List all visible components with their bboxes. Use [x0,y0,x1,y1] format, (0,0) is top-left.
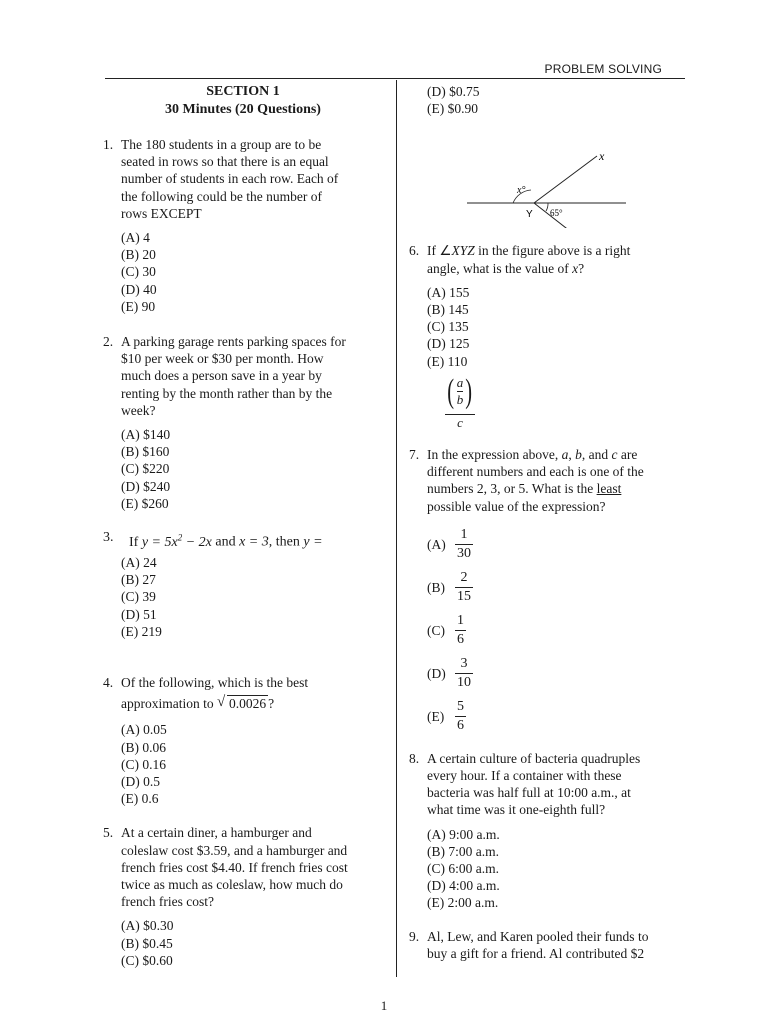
answer-option[interactable]: (A) 0.05 [121,722,167,738]
arc-65 [546,203,548,211]
question-line: angle, what is the value of x? [427,260,585,276]
answer-option[interactable]: (B) 7:00 a.m. [427,843,499,859]
ray-yx [534,156,597,203]
question-number: 1. [103,137,114,152]
question-2 [103,333,383,419]
question-number: 2. [103,334,114,350]
equation-y-blank: y = [303,534,323,550]
right-column [409,83,679,962]
question-line: different numbers and each is one of the [427,464,644,480]
answer-options [427,284,679,370]
answer-option[interactable]: (E) $\frac{5}{6}$ [427,698,464,733]
answer-option[interactable]: (A) $\frac{1}{30}$ [427,526,471,561]
question-number: 7. [409,447,420,463]
answer-option[interactable]: (D) 4:00 a.m. [427,878,500,894]
answer-option[interactable]: (C) $220 [121,461,170,477]
answer-option[interactable]: (C) 39 [121,589,156,605]
fraction-options [409,523,679,738]
answer-options [121,426,383,512]
answer-option[interactable]: (A) 4 [121,230,150,246]
answer-option[interactable]: (D) 0.5 [121,773,160,789]
answer-option[interactable]: (A) 24 [121,554,157,570]
answer-options [121,554,383,640]
question-line: french fries cost? [121,894,214,910]
question-number: 8. [409,750,420,766]
question-line: twice as much as coleslaw, how much do [121,876,343,892]
question-line: numbers 2, 3, or 5. What is the least [427,481,622,497]
label-angle-65: 65° [550,208,563,219]
question-line: bacteria was half full at 10:00 a.m., at [427,785,631,801]
answer-option[interactable]: (C) 0.16 [121,756,166,772]
expr-b: b [456,392,464,408]
question-line: week? [121,402,156,418]
section-title: SECTION 1 [206,84,280,99]
answer-options [427,83,679,117]
question-6 [409,242,679,276]
answer-option[interactable]: (D) 51 [121,606,157,622]
left-column [103,83,383,969]
question-9 [409,928,679,962]
question-line: The 180 students in a group are to be [121,137,322,152]
question-line: Al, Lew, and Karen pooled their funds to [427,928,649,944]
answer-option[interactable]: (E) 110 [427,353,468,369]
question-text: If [129,534,139,550]
question-text: , then [268,534,300,550]
answer-option[interactable]: (E) 219 [121,623,162,639]
label-x: x [599,149,605,164]
answer-option[interactable]: (B) $160 [121,444,170,460]
equation-y: $y = 5x^2 - 2x$ [141,532,212,550]
question-number: 4. [103,674,114,690]
square-root: √ 0.0026 [216,694,267,712]
answer-options [427,826,679,912]
section-subtitle: 30 Minutes (20 Questions) [165,102,321,117]
answer-option[interactable]: (D) $\frac{3}{10}$ [427,655,471,690]
question-3 [103,529,383,551]
question-line: renting by the month rather than by the [121,385,333,401]
answer-option[interactable]: (A) $0.30 [121,918,174,934]
answer-option[interactable]: (E) $260 [121,495,169,511]
answer-option[interactable]: (B) 27 [121,572,156,588]
expression-figure: ( a b ) c [445,372,475,431]
answer-option[interactable]: (E) $0.90 [427,101,478,117]
header-rule [105,78,685,79]
question-line: $10 per week or $30 per month. How [121,351,324,367]
answer-option[interactable]: (B) 0.06 [121,739,166,755]
answer-option[interactable]: (E) 0.6 [121,791,159,807]
answer-option[interactable]: (B) 145 [427,302,469,318]
question-1 [103,136,383,222]
label-angle-x: x° [517,185,526,197]
answer-option[interactable]: (D) $0.75 [427,84,480,99]
question-line: If ∠XYZ in the figure above is a right [427,243,631,259]
question-line: buy a gift for a friend. Al contributed $2 [427,945,645,961]
page-number: 1 [380,998,388,1013]
answer-options [121,229,383,315]
question-line: A parking garage rents parking spaces for [121,334,346,350]
question-line: every hour. If a container with these [427,768,622,784]
question-line: rows EXCEPT [121,205,202,221]
question-4 [103,674,383,712]
question-line: the following could be the number of [121,188,322,204]
answer-option[interactable]: (B) $\frac{2}{15}$ [427,569,471,604]
answer-option[interactable]: (A) 9:00 a.m. [427,826,500,842]
equation-x: x = 3 [239,534,269,550]
question-line: possible value of the expression? [427,498,606,514]
answer-options [121,917,383,969]
answer-option[interactable]: (C) $\frac{1}{6}$ [427,612,464,647]
answer-option[interactable]: (A) $140 [121,427,171,443]
column-divider [396,80,397,977]
question-line: seated in rows so that there is an equal [121,154,329,170]
answer-option[interactable]: (D) 40 [121,281,157,297]
question-text: and [215,534,236,550]
answer-option[interactable]: (B) 20 [121,247,156,263]
question-line: number of students in each row. Each of [121,171,339,187]
answer-option[interactable]: (E) 2:00 a.m. [427,895,499,911]
expr-c: c [457,414,463,430]
question-line: Of the following, which is the best [121,674,309,690]
question-line: A certain culture of bacteria quadruples [427,750,641,766]
page-header-label: PROBLEM SOLVING [544,62,662,76]
answer-option[interactable]: (D) 125 [427,336,470,352]
question-line: what time was it one-eighth full? [427,802,606,818]
answer-option[interactable]: (C) $0.60 [121,952,173,968]
answer-option[interactable]: (D) $240 [121,478,171,494]
question-line: coleslaw cost $3.59, and a hamburger and [121,842,348,858]
answer-option[interactable]: (B) $0.45 [121,935,173,951]
label-y: Y [526,209,533,221]
expr-a: a [456,375,464,391]
question-8 [409,750,679,819]
question-number: 6. [409,243,420,259]
answer-option[interactable]: (C) 6:00 a.m. [427,861,499,877]
question-line: At a certain diner, a hamburger and [121,825,312,841]
angle-figure [409,118,679,228]
question-line: much does a person save in a year by [121,368,322,384]
question-7 [409,446,679,515]
question-5 [103,824,383,910]
question-line: approximation to √ 0.0026 ? [121,694,275,712]
question-line: In the expression above, a, b, and c are [427,447,638,463]
answer-option[interactable]: (C) 135 [427,319,469,335]
answer-option[interactable]: (A) 155 [427,284,470,300]
answer-option[interactable]: (E) 90 [121,298,156,314]
question-number: 9. [409,928,420,944]
question-number: 3. [103,530,114,546]
answer-option[interactable]: (C) 30 [121,264,156,280]
question-line: french fries cost $4.40. If french fries cost [121,859,348,875]
question-number: 5. [103,825,114,841]
emphasis-least: least [596,481,622,497]
answer-options [121,721,383,807]
